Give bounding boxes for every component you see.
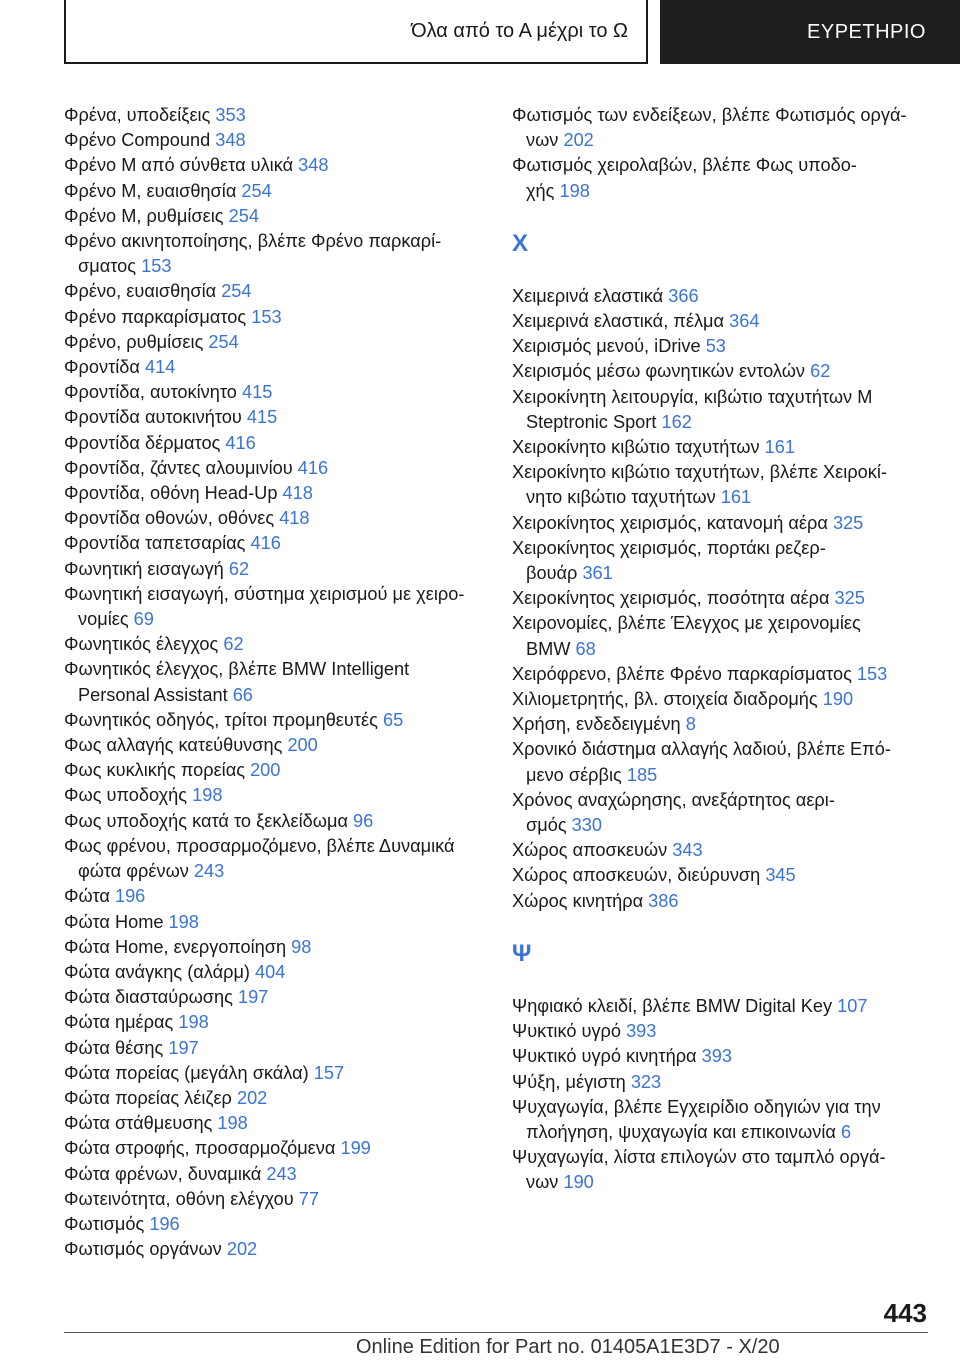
index-entry	[64, 708, 484, 733]
page-reference-link[interactable]: 68	[575, 638, 596, 659]
page-reference-link[interactable]: 416	[250, 533, 281, 554]
index-entry	[64, 582, 484, 632]
entry-text: Φως αλλαγής κατεύθυνσης	[64, 735, 288, 756]
entry-text: Φώτα Home	[64, 911, 169, 932]
entry-text: Χειροκίνητος χειρισμός, ποσότητα αέρα	[512, 588, 835, 609]
page-reference-link[interactable]: 107	[837, 995, 868, 1016]
index-entry	[64, 531, 484, 556]
page-reference-link[interactable]: 353	[215, 105, 246, 125]
section-letter-chi: Χ	[512, 229, 529, 257]
page-reference-link[interactable]: 8	[685, 714, 696, 735]
entry-text-continued: βουάρ	[526, 563, 583, 584]
page-reference-link[interactable]: 161	[764, 437, 795, 458]
entry-text: Χειροκίνητο κιβώτιο ταχυτήτων	[512, 437, 765, 458]
page-reference-link[interactable]: 415	[241, 382, 273, 403]
page-reference-link[interactable]: 418	[279, 508, 310, 529]
entry-text-continued: Personal Assistant	[78, 684, 233, 705]
index-entry	[512, 687, 932, 712]
page-reference-link[interactable]: 198	[168, 911, 199, 932]
page-reference-link[interactable]: 202	[236, 1087, 268, 1108]
page-reference-link[interactable]: 414	[144, 357, 176, 378]
page-reference-link[interactable]: 198	[178, 1012, 209, 1033]
page-reference-link[interactable]: 404	[255, 961, 286, 982]
page-reference-link[interactable]: 77	[298, 1188, 320, 1209]
entry-text: Φως υποδοχής	[64, 785, 193, 806]
entry-text: Φως κυκλικής πορείας	[64, 760, 251, 781]
page-reference-link[interactable]: 202	[226, 1239, 258, 1260]
page-reference-link[interactable]: 200	[287, 735, 318, 756]
entry-text: Χρόνος αναχώρησης, ανεξάρτητος αερι-	[512, 789, 835, 810]
entry-text: Ψυχαγωγία, βλέπε Εγχειρίδιο οδηγιών για την	[512, 1096, 881, 1117]
index-entry	[64, 783, 484, 808]
index-entry	[512, 889, 932, 914]
index-entry	[512, 385, 932, 435]
page-reference-link[interactable]: 325	[834, 588, 865, 609]
index-entry	[512, 1070, 932, 1095]
index-entry	[64, 1237, 484, 1262]
page-reference-link[interactable]: 196	[114, 886, 146, 907]
page-reference-link[interactable]: 243	[266, 1163, 297, 1184]
page-reference-link[interactable]: 364	[729, 311, 760, 332]
index-entry	[512, 737, 932, 787]
page-reference-link[interactable]: 254	[208, 331, 239, 352]
entry-text: Χώρος αποσκευών, διεύρυνση	[512, 865, 766, 886]
index-entry	[64, 355, 484, 380]
index-entry	[64, 1136, 484, 1161]
index-entry	[512, 1044, 932, 1069]
index-column-right	[512, 103, 932, 1196]
index-entry	[64, 405, 484, 430]
index-entry	[512, 586, 932, 611]
edition-footer: Online Edition for Part no. 01405A1E3D7 - X/20	[356, 1336, 780, 1358]
page-reference-link[interactable]: 98	[291, 936, 312, 957]
page-reference-link[interactable]: 416	[225, 432, 256, 453]
index-entry	[64, 179, 484, 204]
entry-text: Χειμερινά ελαστικά, πέλμα	[512, 311, 730, 332]
entry-text: Φωνητικός έλεγχος, βλέπε BMW Intelligent	[64, 659, 410, 680]
page-reference-link[interactable]: 345	[765, 865, 796, 886]
page-reference-link[interactable]: 153	[856, 663, 888, 684]
page-reference-link[interactable]: 62	[223, 634, 244, 655]
entry-text: Χειρισμός μέσω φωνητικών εντολών	[512, 361, 811, 382]
index-entry	[64, 1061, 484, 1086]
entry-text: Φώτα πορείας λέιζερ	[64, 1087, 237, 1108]
entry-text: Φώτα στροφής, προσαρμοζόμενα	[64, 1138, 341, 1159]
index-entry	[64, 128, 484, 153]
index-entry	[512, 1145, 932, 1195]
page-reference-link[interactable]: 153	[141, 256, 172, 277]
entry-text: Φώτα	[64, 886, 115, 907]
entry-text: Χειμερινά ελαστικά	[512, 285, 669, 306]
entry-text-continued: νητο κιβώτιο ταχυτήτων	[526, 487, 721, 508]
entry-text-continued: σματος	[78, 256, 142, 277]
entry-text: Φρένο M, ρυθμίσεις	[64, 205, 229, 226]
entry-text: Φώτα θέσης	[64, 1037, 169, 1058]
entry-text: Φροντίδα, οθόνη Head-Up	[64, 483, 283, 504]
page-reference-link[interactable]: 198	[559, 180, 590, 201]
tab-index-label: ΕΥΡΕΤΗΡΙΟ	[807, 20, 926, 43]
entry-text-continued: φώτα φρένων	[78, 861, 194, 882]
entry-text: Φροντίδα, αυτοκίνητο	[64, 382, 242, 403]
tab-index[interactable]	[660, 0, 960, 64]
entry-text: Φροντίδα, ζάντες αλουμινίου	[64, 457, 298, 478]
page-reference-link[interactable]: 418	[282, 483, 313, 504]
index-entry	[64, 103, 484, 128]
entry-text: Χειροκίνητο κιβώτιο ταχυτήτων, βλέπε Χειροκί-	[512, 462, 887, 483]
index-entry	[512, 994, 932, 1019]
page-reference-link[interactable]: 254	[221, 281, 252, 302]
index-entry	[512, 309, 932, 334]
index-entry	[64, 557, 484, 582]
page-number: 443	[883, 1298, 927, 1328]
entry-text: Χειροκίνητος χειρισμός, κατανομή αέρα	[512, 512, 833, 533]
page-header	[64, 0, 960, 66]
index-column-left	[64, 103, 484, 1262]
page-reference-link[interactable]: 62	[228, 558, 250, 579]
index-entry	[512, 1019, 932, 1044]
page-reference-link[interactable]: 65	[382, 709, 404, 730]
entry-text: Φωτισμός	[64, 1213, 150, 1234]
index-entry	[64, 657, 484, 707]
index-entry	[64, 1212, 484, 1237]
entry-text: Ψηφιακό κλειδί, βλέπε BMW Digital Key	[512, 995, 838, 1016]
index-entry	[512, 103, 932, 153]
index-entry	[64, 985, 484, 1010]
index-entry	[512, 359, 932, 384]
entry-text: Χιλιομετρητής, βλ. στοιχεία διαδρομής	[512, 689, 823, 710]
index-entry	[64, 380, 484, 405]
page-reference-link[interactable]: 323	[630, 1071, 662, 1092]
entry-text-continued: χής	[526, 180, 560, 201]
page-reference-link[interactable]: 6	[840, 1121, 852, 1142]
page-reference-link[interactable]: 254	[241, 180, 272, 201]
index-entry	[512, 435, 932, 460]
entry-text: Φως φρένου, προσαρμοζόμενο, βλέπε Δυναμικά	[64, 835, 455, 856]
index-entry	[64, 1036, 484, 1061]
index-entry	[64, 481, 484, 506]
entry-text: Φρένο, ευαισθησία	[64, 281, 222, 302]
index-entry	[512, 460, 932, 510]
entry-text-continued: BMW	[526, 638, 576, 659]
page-reference-link[interactable]: 196	[149, 1213, 180, 1234]
entry-text: Φωτισμός οργάνων	[64, 1239, 227, 1260]
entry-text: Φρένο ακινητοποίησης, βλέπε Φρένο παρκαρί-	[64, 231, 442, 252]
page-reference-link[interactable]: 198	[217, 1113, 248, 1134]
entry-text: Φώτα φρένων, δυναμικά	[64, 1163, 267, 1184]
entry-text: Φρένα, υποδείξεις	[64, 105, 216, 125]
index-entry	[64, 632, 484, 657]
page-reference-link[interactable]: 386	[648, 890, 679, 911]
entry-text-continued: μενο σέρβις	[526, 764, 627, 785]
index-entry	[64, 884, 484, 909]
page-reference-link[interactable]: 199	[340, 1138, 371, 1159]
entry-text: Φωνητική εισαγωγή	[64, 558, 229, 579]
index-entry	[64, 834, 484, 884]
page-reference-link[interactable]: 162	[661, 411, 692, 432]
index-entry	[64, 1111, 484, 1136]
entry-text-continued: νομίες	[78, 609, 134, 630]
entry-text: Φωνητική εισαγωγή, σύστημα χειρισμού με χειρο-	[64, 583, 465, 604]
entry-text: Χώρος αποσκευών	[512, 840, 673, 861]
page-reference-link[interactable]: 366	[668, 285, 699, 306]
entry-text: Φροντίδα αυτοκινήτου	[64, 407, 247, 428]
page-reference-link[interactable]: 330	[571, 815, 602, 836]
entry-text: Φρένο M, ευαισθησία	[64, 180, 242, 201]
index-entry	[512, 863, 932, 888]
index-entry	[512, 334, 932, 359]
entry-text: Φώτα Home, ενεργοποίηση	[64, 936, 292, 957]
page-reference-link[interactable]: 361	[582, 563, 613, 584]
page-reference-link[interactable]: 198	[192, 785, 223, 806]
entry-text: Φροντίδα	[64, 357, 145, 378]
entry-text: Χειροκίνητος χειρισμός, πορτάκι ρεζερ-	[512, 537, 826, 558]
index-entry	[512, 511, 932, 536]
entry-text: Φρένο Compound	[64, 130, 216, 151]
entry-text: Φώτα στάθμευσης	[64, 1113, 218, 1134]
index-entry	[64, 910, 484, 935]
index-entry	[64, 456, 484, 481]
index-entry	[64, 809, 484, 834]
page-reference-link[interactable]: 190	[563, 1172, 594, 1193]
page-reference-link[interactable]: 62	[810, 361, 831, 382]
index-entry	[512, 1095, 932, 1145]
index-entry	[512, 662, 932, 687]
index-entry	[64, 733, 484, 758]
page-reference-link[interactable]: 197	[237, 987, 269, 1008]
entry-text: Χειρονομίες, βλέπε Έλεγχος με χειρονομίες	[512, 613, 861, 634]
page-reference-link[interactable]: 200	[250, 760, 281, 781]
entry-text: Φροντίδα οθονών, οθόνες	[64, 508, 280, 529]
index-entry	[64, 279, 484, 304]
page-reference-link[interactable]: 197	[168, 1037, 199, 1058]
page-reference-link[interactable]: 416	[297, 457, 329, 478]
index-entry	[64, 153, 484, 178]
entry-text-continued: νων	[526, 130, 564, 151]
page-reference-link[interactable]: 202	[563, 130, 594, 151]
footer-divider	[64, 1332, 928, 1333]
page-reference-link[interactable]: 415	[246, 407, 278, 428]
index-entry	[512, 536, 932, 586]
index-entry	[64, 935, 484, 960]
page-reference-link[interactable]: 325	[832, 512, 864, 533]
index-entry	[64, 960, 484, 985]
page-reference-link[interactable]: 348	[215, 130, 246, 151]
entry-text: Χειρόφρενο, βλέπε Φρένο παρκαρίσματος	[512, 663, 857, 684]
page-reference-link[interactable]: 190	[822, 689, 854, 710]
index-entry	[64, 506, 484, 531]
index-entry	[512, 712, 932, 737]
index-entry	[64, 330, 484, 355]
entry-text: Ψυκτικό υγρό κινητήρα	[512, 1046, 702, 1067]
page-reference-link[interactable]: 153	[251, 306, 282, 327]
entry-text: Φρένο M από σύνθετα υλικά	[64, 155, 299, 176]
index-entry	[512, 788, 932, 838]
entry-text: Χρήση, ενδεδειγμένη	[512, 714, 686, 735]
index-entry	[512, 284, 932, 309]
entry-text: Φώτα ανάγκης (αλάρμ)	[64, 961, 256, 982]
entry-text: Χώρος κινητήρα	[512, 890, 649, 911]
entry-text-continued: πλοήγηση, ψυχαγωγία και επικοινωνία	[526, 1121, 841, 1142]
entry-text: Φωνητικός έλεγχος	[64, 634, 224, 655]
page-reference-link[interactable]: 157	[313, 1062, 345, 1083]
page-reference-link[interactable]: 53	[705, 336, 726, 357]
entry-text: Φώτα πορείας (μεγάλη σκάλα)	[64, 1062, 314, 1083]
entry-text: Ψυχαγωγία, λίστα επιλογών στο ταμπλό οργά-	[512, 1147, 886, 1168]
index-entry	[64, 431, 484, 456]
entry-text-continued: Steptronic Sport	[526, 411, 662, 432]
page-reference-link[interactable]: 343	[672, 840, 703, 861]
entry-text: Χρονικό διάστημα αλλαγής λαδιού, βλέπε Επό-	[512, 739, 891, 760]
tab-a-to-z-label: Όλα από το Α μέχρι το Ω	[411, 19, 628, 42]
section-letter-psi: Ψ	[512, 939, 532, 967]
entry-text: Φροντίδα ταπετσαρίας	[64, 533, 251, 554]
entry-text: Φωτισμός των ενδείξεων, βλέπε Φωτισμός οργά-	[512, 105, 907, 125]
entry-text: Ψύξη, μέγιστη	[512, 1071, 631, 1092]
page-reference-link[interactable]: 69	[133, 609, 154, 630]
page-reference-link[interactable]: 66	[232, 684, 253, 705]
entry-text: Φως υποδοχής κατά το ξεκλείδωμα	[64, 810, 354, 831]
entry-text: Φωτεινότητα, οθόνη ελέγχου	[64, 1188, 299, 1209]
entry-text-continued: νων	[526, 1172, 564, 1193]
entry-text: Φρένο, ρυθμίσεις	[64, 331, 209, 352]
index-entry	[64, 1187, 484, 1212]
page-reference-link[interactable]: 393	[701, 1046, 732, 1067]
index-entry	[64, 758, 484, 783]
tab-a-to-z[interactable]	[64, 0, 648, 64]
entry-text: Φώτα ημέρας	[64, 1012, 179, 1033]
index-entry	[64, 1010, 484, 1035]
entry-text: Φωτισμός χειρολαβών, βλέπε Φως υποδο-	[512, 155, 857, 176]
page-reference-link[interactable]: 161	[720, 487, 752, 508]
page-reference-link[interactable]: 348	[298, 155, 329, 176]
page-reference-link[interactable]: 185	[626, 764, 658, 785]
index-entry	[64, 1086, 484, 1111]
index-entry	[64, 204, 484, 229]
entry-text: Φωνητικός οδηγός, τρίτοι προμηθευτές	[64, 709, 383, 730]
page-reference-link[interactable]: 254	[228, 205, 259, 226]
page-reference-link[interactable]: 96	[353, 810, 374, 831]
entry-text: Χειρισμός μενού, iDrive	[512, 336, 706, 357]
index-entry	[64, 1162, 484, 1187]
entry-text: Φροντίδα δέρματος	[64, 432, 226, 453]
entry-text: Ψυκτικό υγρό	[512, 1021, 627, 1042]
page-reference-link[interactable]: 393	[626, 1021, 657, 1042]
index-entry	[512, 153, 932, 203]
entry-text-continued: σμός	[526, 815, 572, 836]
index-entry	[512, 611, 932, 661]
entry-text: Χειροκίνητη λειτουργία, κιβώτιο ταχυτήτων M	[512, 386, 873, 407]
entry-text: Φρένο παρκαρίσματος	[64, 306, 252, 327]
index-entry	[64, 229, 484, 279]
index-entry	[512, 838, 932, 863]
page-reference-link[interactable]: 243	[193, 861, 225, 882]
index-entry	[64, 305, 484, 330]
entry-text: Φώτα διασταύρωσης	[64, 987, 238, 1008]
